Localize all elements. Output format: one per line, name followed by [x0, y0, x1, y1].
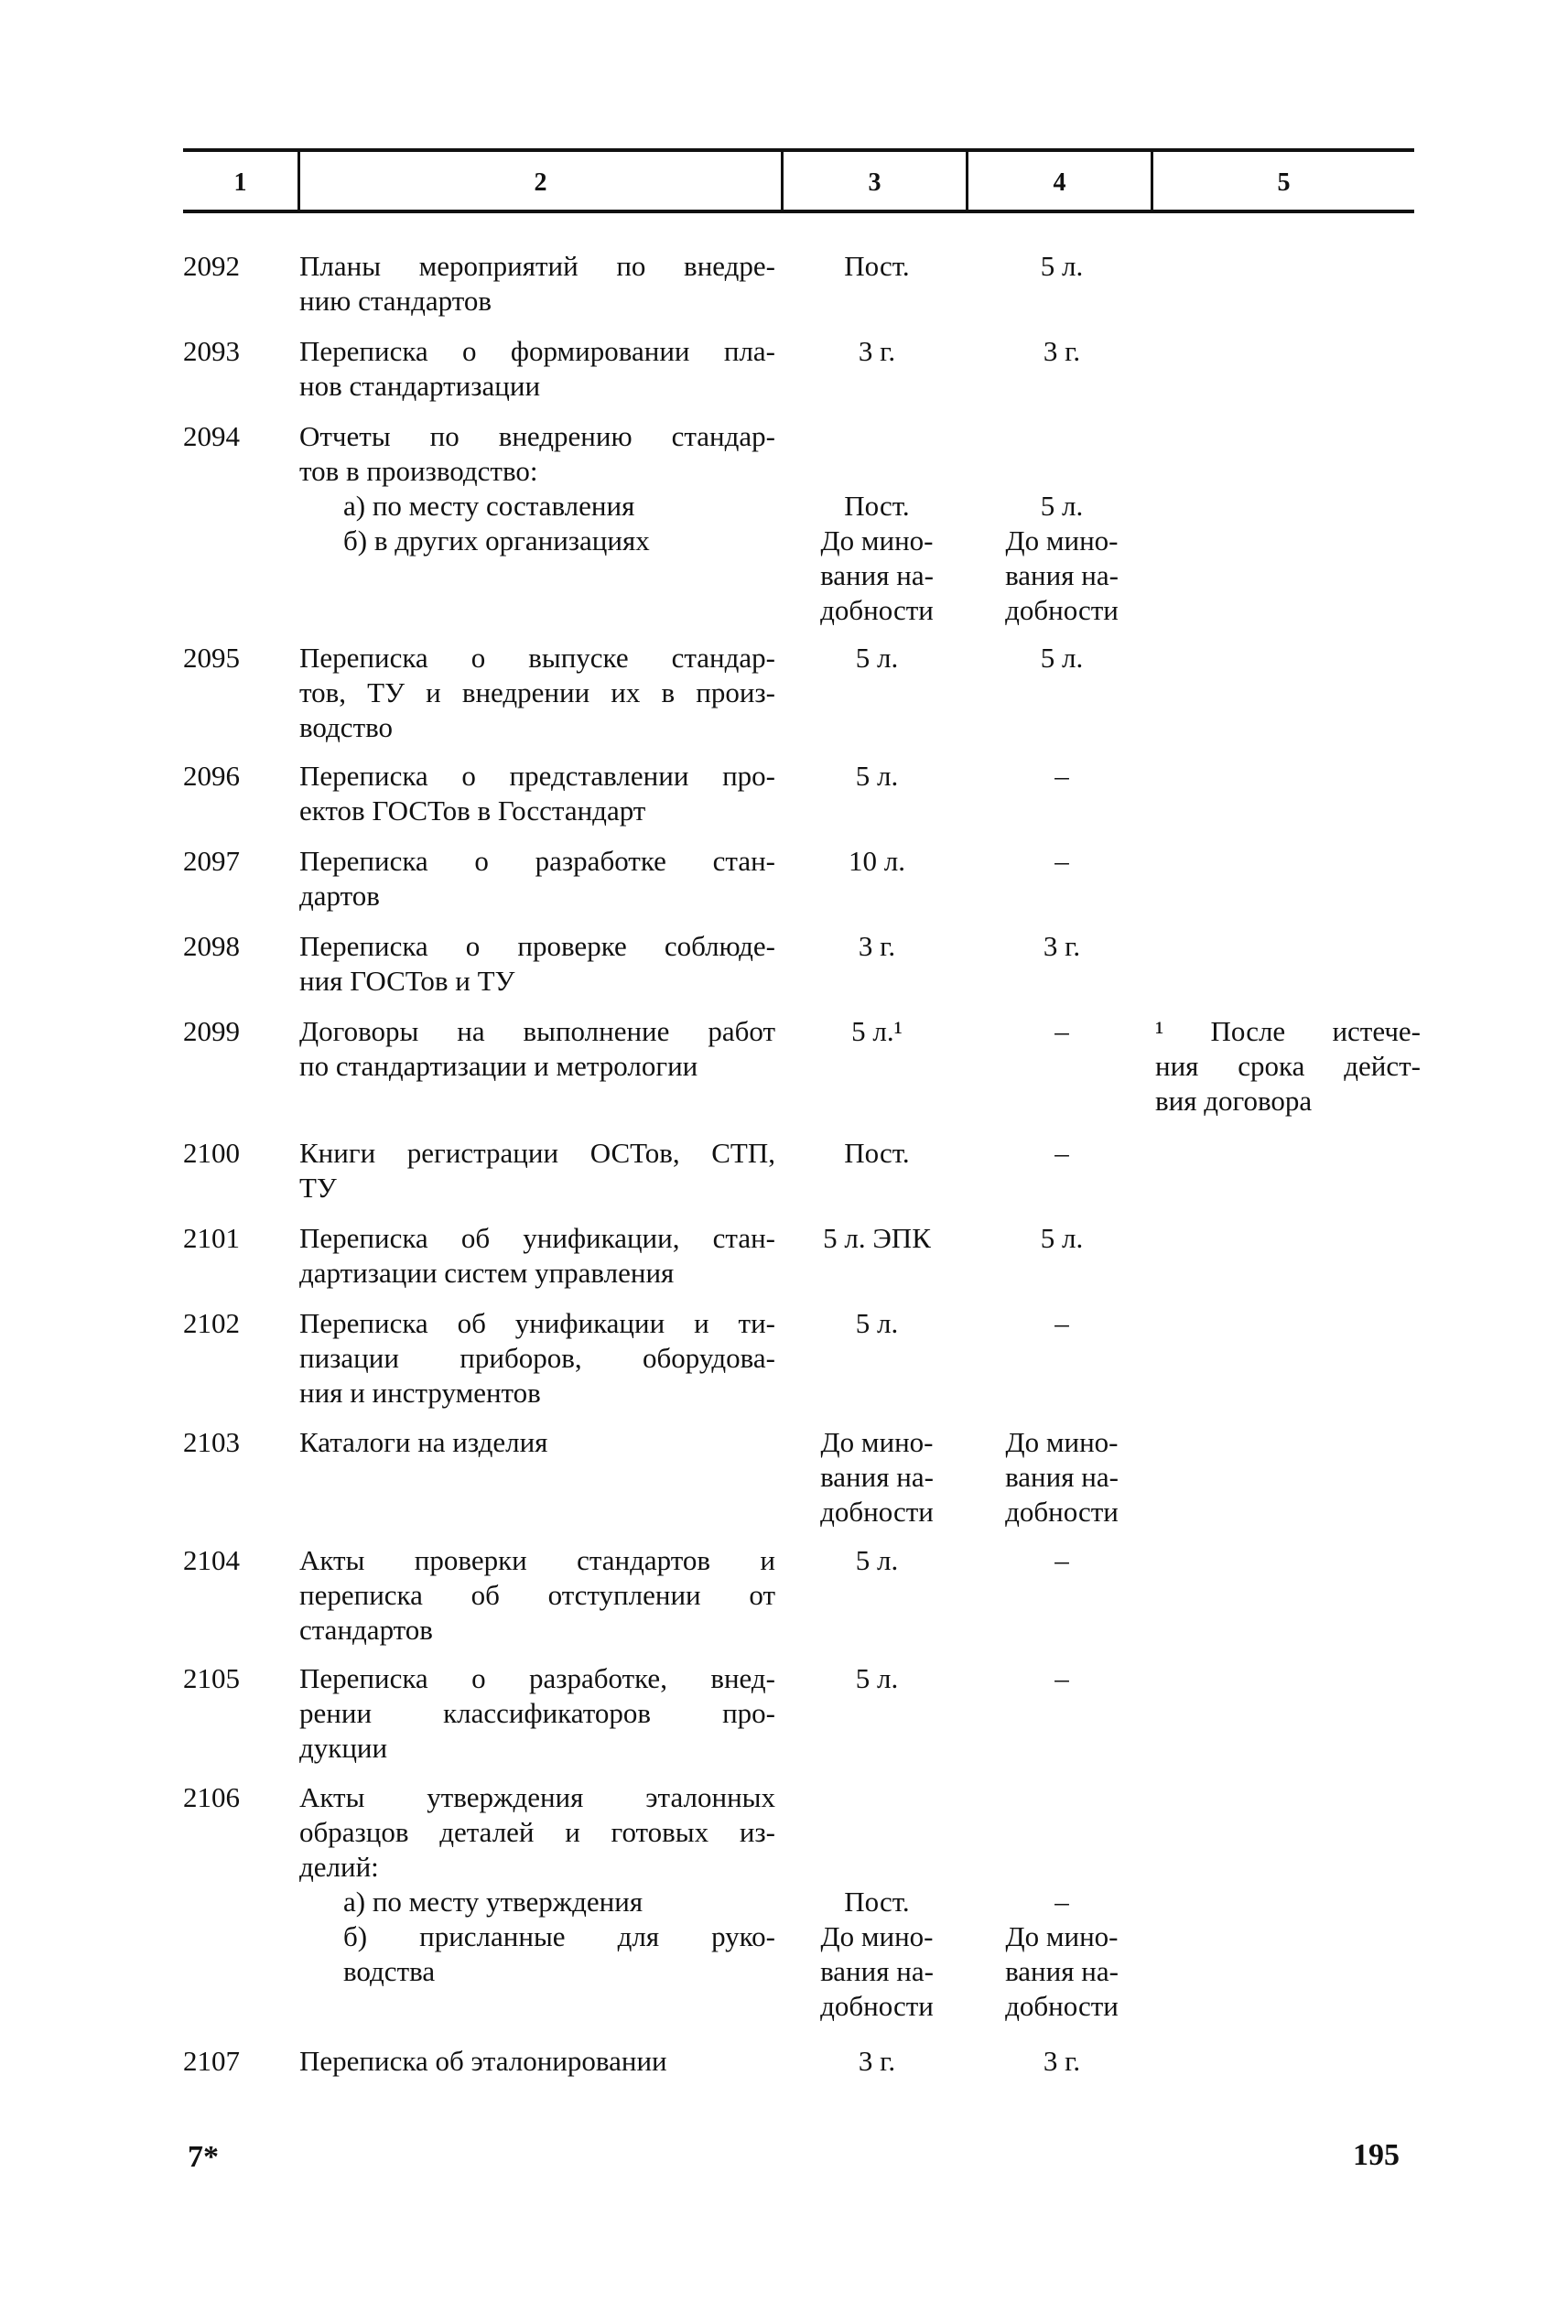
term-line: вания на- — [820, 1955, 934, 1987]
document-title — [299, 929, 775, 999]
retention-term-ministry — [970, 1661, 1153, 1696]
term-line: – — [1054, 1662, 1069, 1694]
term-line: 5 л. — [855, 642, 899, 674]
note-line: ния срока дейст- — [1155, 1050, 1421, 1082]
retention-term-org — [785, 1306, 968, 1341]
document-title — [299, 641, 775, 745]
document-title — [299, 1780, 775, 2024]
document-title — [299, 759, 775, 828]
term-line: – — [1054, 1307, 1069, 1339]
term-line: Пост. — [844, 1886, 910, 1918]
term-line: вания на- — [820, 559, 934, 591]
spacer — [299, 1989, 775, 2024]
retention-term-ministry — [970, 1425, 1153, 1530]
term-line: 5 л. — [855, 1544, 899, 1576]
term-line: – — [1054, 1137, 1069, 1169]
title-line: Книги регистрации ОСТов, СТП, — [299, 1137, 775, 1169]
entry-number: 2101 — [183, 1222, 240, 1254]
entry-number: 2100 — [183, 1137, 240, 1169]
sub-item-label: б) присланные для руко- — [343, 1920, 775, 1952]
term-line: 5 л. — [1040, 642, 1084, 674]
entry-number: 2099 — [183, 1015, 240, 1047]
retention-term-ministry — [970, 1014, 1153, 1049]
title-line: Переписка о разработке, внед- — [299, 1662, 775, 1694]
retention-term-org — [785, 844, 968, 879]
retention-term-ministry — [970, 844, 1153, 879]
entry-number: 2105 — [183, 1662, 240, 1694]
term-line: вания на- — [1005, 1461, 1119, 1493]
sub-item-label: а) по месту утверждения — [343, 1886, 643, 1918]
retention-term-ministry — [970, 2044, 1153, 2079]
title-line: образцов деталей и готовых из- — [299, 1816, 775, 1848]
entry-number: 2097 — [183, 845, 240, 877]
title-line: Переписка о представлении про- — [299, 760, 775, 792]
footnote-note — [1155, 1014, 1421, 1119]
retention-term-org — [785, 249, 968, 284]
retention-term-ministry — [970, 1136, 1153, 1171]
retention-term-ministry — [970, 1780, 1153, 2024]
term-line: добности — [820, 594, 934, 626]
title-line: нов стандартизации — [299, 370, 541, 402]
term-line: добности — [1005, 594, 1119, 626]
title-line: тов, ТУ и внедрении их в произ- — [299, 676, 775, 708]
term-line: 5 л. — [1040, 1222, 1084, 1254]
term-line: – — [1054, 1544, 1069, 1576]
entry-number: 2098 — [183, 930, 240, 962]
term-line: – — [1054, 1886, 1069, 1918]
title-line: Планы мероприятий по внедре- — [299, 250, 775, 282]
spacer — [299, 558, 775, 593]
term-line: – — [1054, 1015, 1069, 1047]
spacer — [785, 1780, 968, 1815]
term-line: 5 л.¹ — [851, 1015, 903, 1047]
retention-term-ministry — [970, 929, 1153, 964]
column-header-2: 2 — [534, 168, 547, 197]
document-title — [299, 1661, 775, 1766]
retention-term-org — [785, 1221, 968, 1256]
title-line: ектов ГОСТов в Госстандарт — [299, 794, 646, 827]
term-line: – — [1054, 845, 1069, 877]
retention-term-org — [785, 1661, 968, 1696]
term-line: 5 л. — [855, 1662, 899, 1694]
table-header-rule — [183, 210, 1414, 213]
entry-number: 2107 — [183, 2045, 240, 2077]
term-line: До мино- — [1005, 524, 1119, 557]
term-line: вания на- — [1005, 559, 1119, 591]
title-line: ния и инструментов — [299, 1377, 541, 1409]
sub-item-label: водства — [343, 1955, 436, 1987]
title-line: по стандартизации и метрологии — [299, 1050, 698, 1082]
term-line: 3 г. — [858, 335, 896, 367]
term-line: – — [1054, 760, 1069, 792]
spacer — [785, 1815, 968, 1850]
column-header-4: 4 — [1053, 168, 1066, 197]
title-line: водство — [299, 711, 394, 743]
document-title — [299, 2044, 775, 2079]
note-line: ¹ После истече- — [1155, 1015, 1421, 1047]
retention-term-org — [785, 1543, 968, 1578]
entry-number: 2095 — [183, 642, 240, 674]
title-line: Каталоги на изделия — [299, 1426, 548, 1458]
document-title — [299, 419, 775, 628]
column-header-5: 5 — [1277, 168, 1291, 197]
term-line: 3 г. — [858, 930, 896, 962]
entry-number: 2092 — [183, 250, 240, 282]
entry-number: 2094 — [183, 420, 240, 452]
spacer — [785, 454, 968, 489]
title-line: Переписка об унификации, стан- — [299, 1222, 775, 1254]
title-line: Акты утверждения эталонных — [299, 1781, 775, 1813]
title-line: пизации приборов, оборудова- — [299, 1342, 775, 1374]
title-line: дартизации систем управления — [299, 1257, 675, 1289]
column-header-1: 1 — [233, 168, 247, 197]
title-line: Переписка о формировании пла- — [299, 335, 775, 367]
title-line: Отчеты по внедрению стандар- — [299, 420, 775, 452]
printer-signature: 7* — [188, 2140, 219, 2174]
spacer — [970, 454, 1153, 489]
note-line: вия договора — [1155, 1085, 1313, 1117]
title-line: делий: — [299, 1851, 379, 1883]
table-top-rule — [183, 148, 1414, 152]
retention-term-org — [785, 334, 968, 369]
spacer — [785, 1850, 968, 1885]
spacer — [299, 593, 775, 628]
title-line: Переписка об эталонировании — [299, 2045, 667, 2077]
column-header-3: 3 — [868, 168, 881, 197]
document-title — [299, 334, 775, 404]
retention-term-ministry — [970, 419, 1153, 628]
retention-term-org — [785, 1014, 968, 1049]
title-line: рении классификаторов про- — [299, 1697, 775, 1729]
spacer — [785, 419, 968, 454]
title-line: дартов — [299, 880, 380, 912]
term-line: 10 л. — [849, 845, 905, 877]
term-line: 5 л. — [1040, 250, 1084, 282]
term-line: Пост. — [844, 250, 910, 282]
title-line: нию стандартов — [299, 285, 492, 317]
document-title — [299, 844, 775, 913]
title-line: Переписка о разработке стан- — [299, 845, 775, 877]
retention-term-org — [785, 2044, 968, 2079]
retention-term-ministry — [970, 1306, 1153, 1341]
title-line: Договоры на выполнение работ — [299, 1015, 775, 1047]
retention-term-ministry — [970, 641, 1153, 676]
retention-term-ministry — [970, 249, 1153, 284]
entry-number: 2093 — [183, 335, 240, 367]
entry-number: 2103 — [183, 1426, 240, 1458]
entry-number: 2104 — [183, 1544, 240, 1576]
term-line: До мино- — [820, 524, 934, 557]
entry-number: 2102 — [183, 1307, 240, 1339]
retention-term-org — [785, 1780, 968, 2024]
term-line: 5 л. — [1040, 490, 1084, 522]
title-line: Акты проверки стандартов и — [299, 1544, 775, 1576]
sub-item-label: б) в других организациях — [343, 524, 650, 557]
title-line: тов в производство: — [299, 455, 538, 487]
retention-term-org — [785, 419, 968, 628]
spacer — [970, 1850, 1153, 1885]
title-line: стандартов — [299, 1614, 433, 1646]
term-line: Пост. — [844, 490, 910, 522]
title-line: Переписка о выпуске стандар- — [299, 642, 775, 674]
document-title — [299, 1136, 775, 1205]
title-line: Переписка об унификации и ти- — [299, 1307, 775, 1339]
document-title — [299, 1014, 775, 1084]
retention-term-ministry — [970, 1543, 1153, 1578]
document-title — [299, 1425, 775, 1460]
term-line: добности — [1005, 1496, 1119, 1528]
retention-term-org — [785, 1136, 968, 1171]
retention-term-ministry — [970, 759, 1153, 794]
page-number: 195 — [1353, 2138, 1400, 2172]
title-line: переписка об отступлении от — [299, 1579, 775, 1611]
document-title — [299, 249, 775, 319]
term-line: 5 л. — [855, 760, 899, 792]
term-line: 5 л. — [855, 1307, 899, 1339]
spacer — [970, 1815, 1153, 1850]
title-line: Переписка о проверке соблюде- — [299, 930, 775, 962]
term-line: До мино- — [820, 1426, 934, 1458]
spacer — [970, 1780, 1153, 1815]
term-line: 3 г. — [1043, 2045, 1081, 2077]
title-line: ТУ — [299, 1172, 337, 1204]
document-title — [299, 1543, 775, 1648]
term-line: До мино- — [1005, 1426, 1119, 1458]
title-line: ния ГОСТов и ТУ — [299, 965, 515, 997]
term-line: До мино- — [820, 1920, 934, 1952]
title-line: дукции — [299, 1732, 388, 1764]
term-line: вания на- — [1005, 1955, 1119, 1987]
term-line: добности — [820, 1990, 934, 2022]
term-line: добности — [1005, 1990, 1119, 2022]
term-line: 5 л. ЭПК — [823, 1222, 931, 1254]
sub-item-label: а) по месту составления — [343, 490, 635, 522]
retention-term-org — [785, 929, 968, 964]
term-line: 3 г. — [1043, 335, 1081, 367]
spacer — [970, 419, 1153, 454]
entry-number: 2106 — [183, 1781, 240, 1813]
retention-term-ministry — [970, 334, 1153, 369]
retention-term-ministry — [970, 1221, 1153, 1256]
document-title — [299, 1306, 775, 1411]
retention-term-org — [785, 759, 968, 794]
term-line: 3 г. — [1043, 930, 1081, 962]
term-line: До мино- — [1005, 1920, 1119, 1952]
entry-number: 2096 — [183, 760, 240, 792]
term-line: 3 г. — [858, 2045, 896, 2077]
retention-term-org — [785, 641, 968, 676]
term-line: добности — [820, 1496, 934, 1528]
term-line: Пост. — [844, 1137, 910, 1169]
retention-term-org — [785, 1425, 968, 1530]
document-title — [299, 1221, 775, 1291]
term-line: вания на- — [820, 1461, 934, 1493]
